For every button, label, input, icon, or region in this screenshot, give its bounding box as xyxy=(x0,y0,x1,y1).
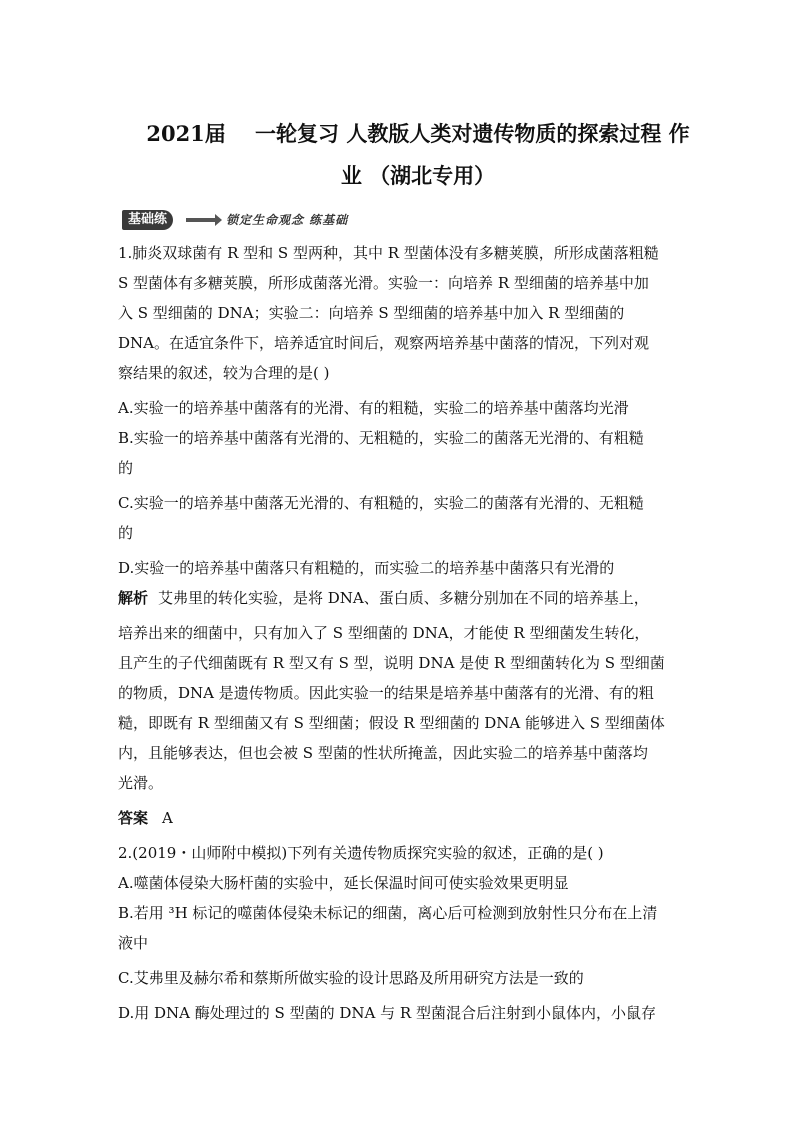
q1-analysis-line: 且产生的子代细菌既有 R 型又有 S 型，说明 DNA 是使 R 型细菌转化为 S 型细菌 xyxy=(118,654,665,672)
banner-subtitle: 锁定生命观念 练基础 xyxy=(226,213,349,227)
q1-stem-line: 1.肺炎双球菌有 R 型和 S 型两种，其中 R 型菌体没有多糖荚膜，所形成菌落粗糙 xyxy=(118,244,659,262)
q2-option-c: C.艾弗里及赫尔希和蔡斯所做实验的设计思路及所用研究方法是一致的 xyxy=(118,969,584,987)
q1-option-b-cont: 的 xyxy=(118,459,134,477)
q1-option-c: C.实验一的培养基中菌落无光滑的、有粗糙的，实验二的菌落有光滑的、无粗糙 xyxy=(118,494,644,512)
q2-option-b-cont: 液中 xyxy=(118,934,149,952)
answer-value: A xyxy=(162,809,173,827)
analysis-label: 解析 xyxy=(118,589,149,607)
section-banner xyxy=(122,208,382,234)
q1-stem-line: 入 S 型细菌的 DNA；实验二：向培养 S 型细菌的培养基中加入 R 型细菌的 xyxy=(118,304,625,322)
q1-answer xyxy=(118,808,688,828)
q2-option-b: B.若用 ³H 标记的噬菌体侵染未标记的细菌，离心后可检测到放射性只分布在上清 xyxy=(118,904,658,922)
q1-stem-line: DNA。在适宜条件下，培养适宜时间后，观察两培养基中菌落的情况，下列对观 xyxy=(118,334,649,352)
q1-option-b: B.实验一的培养基中菌落有光滑的、无粗糙的，实验二的菌落无光滑的、有粗糙 xyxy=(118,429,644,447)
banner-tag: 基础练 xyxy=(122,210,173,230)
arrow-right-icon xyxy=(186,218,216,222)
q1-analysis-line: 的物质，DNA 是遗传物质。因此实验一的结果是培养基中菌落有的光滑、有的粗 xyxy=(118,684,654,702)
title-line-2: 业 （湖北专用） xyxy=(340,163,496,188)
q1-analysis-line: 糙，即既有 R 型细菌又有 S 型细菌；假设 R 型细菌的 DNA 能够进入 S 型细菌体 xyxy=(118,714,665,732)
q2-option-a: A.噬菌体侵染大肠杆菌的实验中，延长保温时间可使实验效果更明显 xyxy=(118,874,569,892)
analysis-text: 艾弗里的转化实验，是将 DNA、蛋白质、多糖分别加在不同的培养基上， xyxy=(158,589,649,607)
q2-stem: 2.(2019・山师附中模拟)下列有关遗传物质探究实验的叙述，正确的是( ) xyxy=(118,844,604,862)
q1-stem-line: S 型菌体有多糖荚膜，所形成菌落光滑。实验一：向培养 R 型细菌的培养基中加 xyxy=(118,274,649,292)
q1-analysis-line: 培养出来的细菌中，只有加入了 S 型细菌的 DNA，才能使 R 型细菌发生转化， xyxy=(118,624,650,642)
q1-analysis-line: 光滑。 xyxy=(118,774,164,792)
answer-label: 答案 xyxy=(118,809,149,827)
q1-option-c-cont: 的 xyxy=(118,524,134,542)
q1-analysis-line: 内，且能够表达，但也会被 S 型菌的性状所掩盖，因此实验二的培养基中菌落均 xyxy=(118,744,648,762)
q1-option-d: D.实验一的培养基中菌落只有粗糙的，而实验二的培养基中菌落只有光滑的 xyxy=(118,559,615,577)
q1-analysis-line xyxy=(118,588,688,608)
title-line-1: 2021届 一轮复习 人教版人类对遗传物质的探索过程 作 xyxy=(146,121,690,146)
q1-stem-line: 察结果的叙述，较为合理的是( ) xyxy=(118,364,330,382)
q1-option-a: A.实验一的培养基中菌落有的光滑、有的粗糙，实验二的培养基中菌落均光滑 xyxy=(118,399,629,417)
q2-option-d: D.用 DNA 酶处理过的 S 型菌的 DNA 与 R 型菌混合后注射到小鼠体内，小鼠存 xyxy=(118,1004,656,1022)
